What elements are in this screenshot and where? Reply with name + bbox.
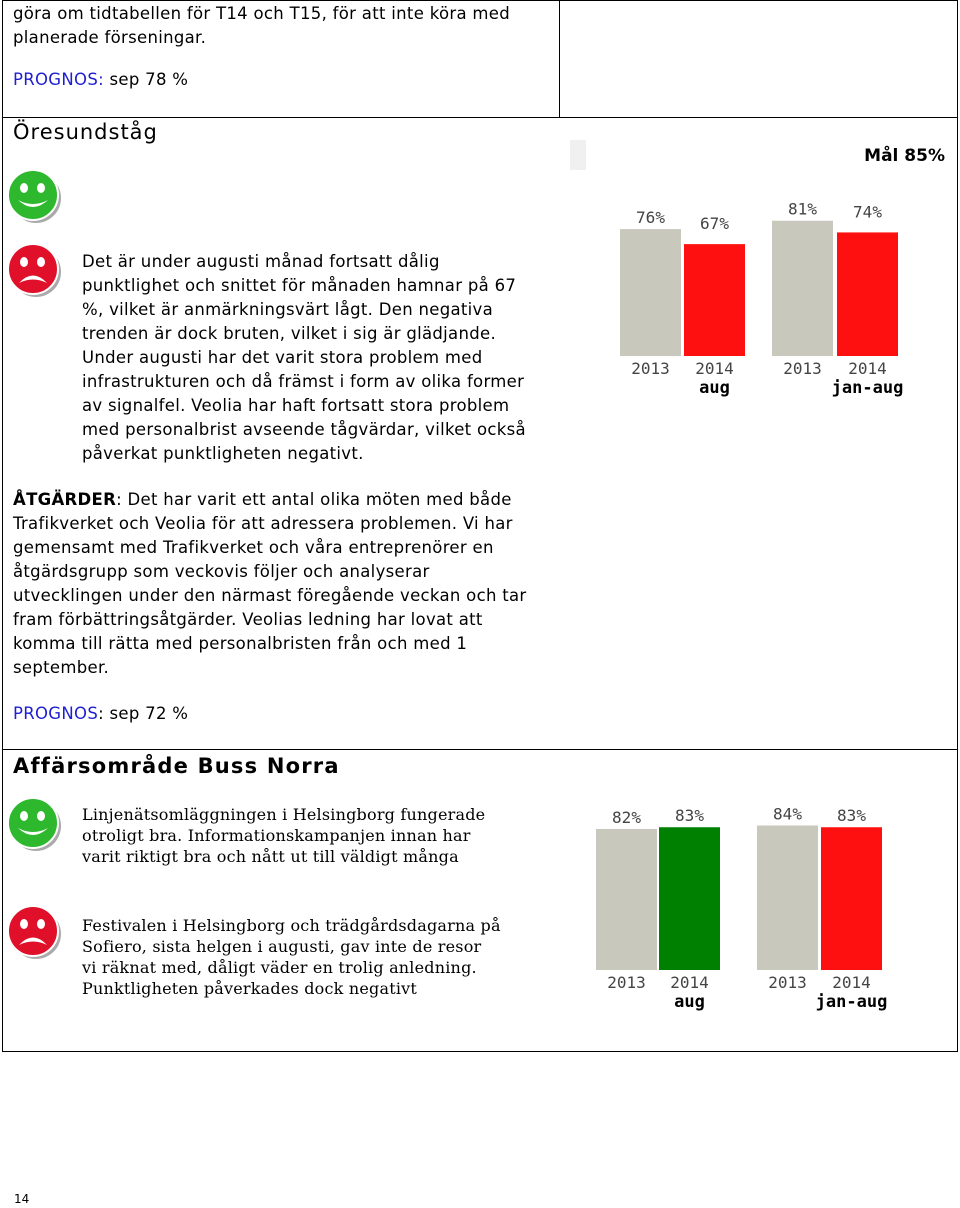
sad-smiley-icon [6, 242, 62, 298]
chart-bar [684, 244, 745, 356]
chart-data-label: 84% [773, 804, 802, 824]
row-divider [2, 749, 958, 750]
intro-text: göra om tidtabellen för T14 och T15, för att inte köra med planerade förseningar. [13, 4, 510, 47]
chart-data-label: 74% [853, 202, 882, 222]
sad-smiley-icon [6, 904, 62, 960]
chart-tick-label: 2013 [768, 973, 807, 992]
chart-bar [772, 221, 833, 356]
section-title-oresund: Öresundståg [13, 120, 158, 144]
atgarder-label: ÅTGÄRDER [13, 490, 117, 509]
page-number: 14 [14, 1192, 30, 1206]
chart-group-label: jan-aug [831, 378, 904, 398]
chart-data-label: 83% [837, 806, 866, 826]
atgarder-text: ÅTGÄRDER: Det har varit ett antal olika möten med både Trafikverket och Veolia för att adressera problemen. Vi har gemensamt med Trafikverket och våra entreprenörer en åtgärdsgrupp som veckovis följer och analyserar utvecklingen under den närmast föregående veckan och tar fram förbättringsåtgärder. Veolias ledning har lovat att komma till rätta med personalbristen från och med 1 september. [13, 490, 527, 677]
oresund-paragraph: Det är under augusti månad fortsatt dålig punktlighet och snittet för månaden hamnar på 67 %, vilket är anmärkningsvärt lågt. Den negativa trenden är dock bruten, vilket i sig är glädjande. Under augusti har det varit stora problem med infrastrukturen och då främst i form av olika former av signalfel. Veolia har haft fortsatt stora problem med personalbrist avseende tågvärdar, vilket också påverkat punktligheten negativt. [82, 252, 526, 463]
prognos-label: PROGNOS: [13, 70, 104, 89]
chart-bar [821, 827, 882, 970]
chart-bar [837, 232, 898, 356]
row-divider [2, 117, 958, 118]
chart-data-label: 83% [675, 806, 704, 826]
chart-tick-label: 2014 [832, 973, 871, 992]
chart-data-label: 67% [700, 214, 729, 234]
chart-data-label: 81% [788, 199, 817, 219]
chart-tick-label: 2014 [848, 359, 887, 378]
chart-bar [659, 827, 720, 970]
chart-tick-label: 2013 [631, 359, 670, 378]
prognos-value: sep 78 % [103, 70, 189, 89]
chart-oresund [562, 130, 952, 410]
happy-smiley-icon [6, 168, 62, 224]
chart-data-label: 76% [636, 208, 665, 228]
chart-title: Mål 85% [864, 146, 945, 166]
chart-group-label: jan-aug [815, 992, 888, 1012]
chart-bar [620, 229, 681, 356]
prognos-value: : sep 72 % [98, 704, 189, 723]
chart-tick-label: 2014 [695, 359, 734, 378]
buss-positive-text: Linjenätsomläggningen i Helsingborg fungerade otroligt bra. Informationskampanjen innan har varit riktigt bra och nått ut till väldigt många [82, 805, 486, 866]
chart-tick-label: 2014 [670, 973, 709, 992]
chart-buss-norra [562, 790, 952, 1020]
chart-legend-swatch [570, 140, 586, 170]
chart-data-label: 82% [612, 807, 641, 827]
oresund-prognos [13, 702, 188, 726]
intro-prognos [13, 68, 188, 92]
chart-bar [596, 829, 657, 970]
chart-tick-label: 2013 [783, 359, 822, 378]
chart-group-label: aug [699, 378, 730, 398]
happy-smiley-icon [6, 796, 62, 852]
chart-group-label: aug [674, 992, 705, 1012]
section-title-buss-norra: Affärsområde Buss Norra [13, 754, 340, 778]
chart-buss-norra-svg [562, 790, 952, 1020]
buss-negative-text: Festivalen i Helsingborg och trädgårdsdagarna på Sofiero, sista helgen i augusti, gav inte de resor vi räknat med, dåligt väder en trolig anledning. Punktligheten påverkades dock negativt [82, 916, 501, 998]
chart-oresund-svg [562, 130, 952, 410]
prognos-label: PROGNOS [13, 704, 99, 723]
chart-tick-label: 2013 [607, 973, 646, 992]
column-divider [559, 0, 560, 117]
chart-bar [757, 826, 818, 970]
